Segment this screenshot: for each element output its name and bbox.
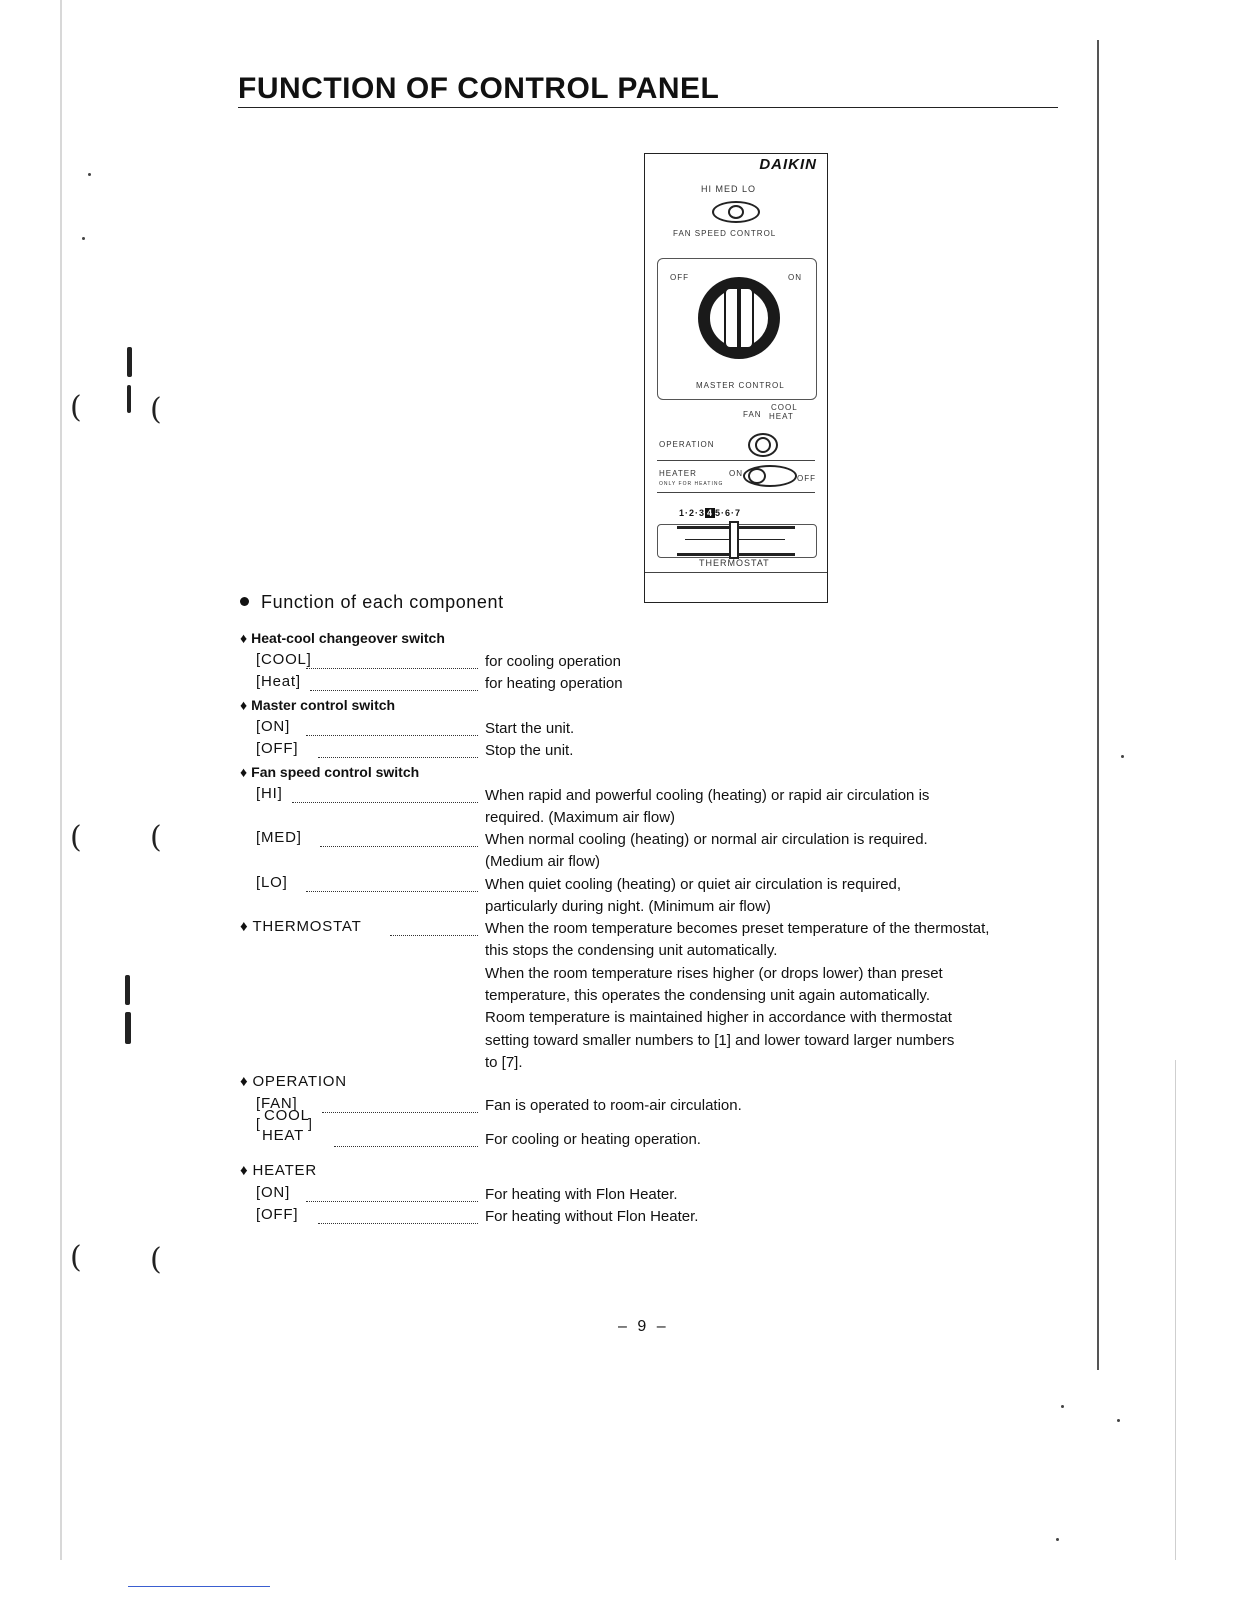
operation-label: OPERATION bbox=[659, 440, 715, 449]
leader-dots bbox=[320, 846, 478, 847]
fan-speed-knob bbox=[712, 201, 760, 223]
separator bbox=[657, 460, 815, 461]
master-control-area bbox=[657, 258, 817, 400]
term-hi: [HI] bbox=[256, 785, 283, 802]
desc-cool-heat: For cooling or heating operation. bbox=[485, 1131, 701, 1148]
term-lo: [LO] bbox=[256, 874, 288, 891]
desc-on: Start the unit. bbox=[485, 720, 575, 737]
scan-mark bbox=[127, 347, 132, 377]
separator bbox=[645, 572, 827, 573]
term-heat-stack: HEAT bbox=[262, 1127, 305, 1144]
control-panel-illustration bbox=[644, 153, 828, 603]
heater-sub-label: ONLY FOR HEATING bbox=[659, 481, 724, 487]
title-underline bbox=[238, 107, 1058, 108]
op-fan-label: FAN bbox=[743, 410, 762, 419]
master-control-label: MASTER CONTROL bbox=[696, 381, 785, 390]
diamond-icon: ♦ bbox=[240, 697, 248, 713]
binding-hole-mark: ( bbox=[150, 1242, 162, 1277]
diamond-icon: ♦ bbox=[240, 918, 249, 935]
desc-lo-1: When quiet cooling (heating) or quiet air circulation is required, bbox=[485, 876, 902, 893]
diamond-icon: ♦ bbox=[240, 1162, 249, 1179]
thermostat-label: THERMOSTAT bbox=[699, 558, 770, 568]
group-fan-speed: ♦ Fan speed control switch bbox=[240, 764, 420, 780]
desc-heater-off: For heating without Flon Heater. bbox=[485, 1208, 699, 1225]
desc-hi-1: When rapid and powerful cooling (heating) or rapid air circulation is bbox=[485, 787, 930, 804]
scan-edge-right bbox=[1097, 40, 1099, 1370]
binding-hole-mark: ( bbox=[150, 820, 162, 855]
thermo-scale-selected: 4 bbox=[707, 508, 714, 518]
leader-dots bbox=[292, 802, 478, 803]
desc-med-1: When normal cooling (heating) or normal air circulation is required. bbox=[485, 831, 928, 848]
desc-off: Stop the unit. bbox=[485, 742, 574, 759]
term-heat: [Heat] bbox=[256, 673, 301, 690]
scan-edge-bottom bbox=[128, 1586, 270, 1587]
page-title: FUNCTION OF CONTROL PANEL bbox=[238, 72, 720, 105]
binding-hole-mark: ( bbox=[70, 1240, 82, 1275]
section-heading: Function of each component bbox=[240, 592, 504, 613]
leader-dots bbox=[390, 935, 478, 936]
leader-dots bbox=[310, 690, 478, 691]
diamond-icon: ♦ bbox=[240, 1073, 249, 1090]
page-number: – 9 – bbox=[618, 1318, 669, 1335]
separator bbox=[657, 492, 815, 493]
desc-thermo-1: When the room temperature becomes preset temperature of the thermostat, bbox=[485, 920, 990, 937]
brand-logo: DAIKIN bbox=[759, 156, 817, 173]
diamond-icon: ♦ bbox=[240, 630, 248, 646]
speck bbox=[82, 237, 85, 240]
leader-dots bbox=[318, 1223, 478, 1224]
term-cool-stack: COOL bbox=[264, 1107, 310, 1124]
desc-heat: for heating operation bbox=[485, 675, 623, 692]
term-heater-on: [ON] bbox=[256, 1184, 291, 1201]
thermo-scale-right: 5·6·7 bbox=[715, 508, 742, 518]
leader-dots bbox=[318, 757, 478, 758]
group-heat-cool: ♦ Heat-cool changeover switch bbox=[240, 630, 445, 646]
scan-mark bbox=[125, 975, 130, 1005]
desc-med-2: (Medium air flow) bbox=[485, 853, 601, 870]
desc-thermo-6: setting toward smaller numbers to [1] and lower toward larger numbers bbox=[485, 1032, 955, 1049]
leader-dots bbox=[334, 1146, 478, 1147]
heater-switch bbox=[743, 465, 797, 487]
term-on: [ON] bbox=[256, 718, 291, 735]
master-off-label: OFF bbox=[670, 273, 689, 282]
leader-dots bbox=[322, 1112, 478, 1113]
binding-hole-mark: ( bbox=[150, 392, 162, 427]
operation-knob bbox=[748, 433, 778, 457]
speck bbox=[1117, 1419, 1120, 1422]
group-master: ♦ Master control switch bbox=[240, 697, 396, 713]
fan-speed-options: HI MED LO bbox=[701, 184, 757, 194]
scan-edge-right-faint bbox=[1175, 1060, 1176, 1560]
scan-mark bbox=[125, 1012, 131, 1044]
thermostat-slider-knob bbox=[729, 521, 739, 559]
diamond-icon: ♦ bbox=[240, 764, 248, 780]
speck bbox=[1121, 755, 1124, 758]
desc-thermo-3: When the room temperature rises higher (or drops lower) than preset bbox=[485, 965, 943, 982]
op-heat-label: HEAT bbox=[769, 412, 794, 421]
term-off: [OFF] bbox=[256, 740, 299, 757]
thermo-scale-left: 1·2·3 bbox=[679, 508, 706, 518]
desc-thermo-7: to [7]. bbox=[485, 1054, 523, 1071]
desc-hi-2: required. (Maximum air flow) bbox=[485, 809, 676, 826]
heater-on-label: ON bbox=[729, 469, 743, 478]
term-fan: [FAN] bbox=[256, 1095, 298, 1112]
desc-thermo-5: Room temperature is maintained higher in accordance with thermostat bbox=[485, 1009, 952, 1026]
desc-cool: for cooling operation bbox=[485, 653, 621, 670]
master-on-label: ON bbox=[788, 273, 802, 282]
term-med: [MED] bbox=[256, 829, 302, 846]
speck bbox=[88, 173, 91, 176]
leader-dots bbox=[306, 668, 478, 669]
desc-lo-2: particularly during night. (Minimum air flow) bbox=[485, 898, 771, 915]
leader-dots bbox=[306, 735, 478, 736]
leader-dots bbox=[306, 891, 478, 892]
bracket-left: [ bbox=[256, 1115, 261, 1131]
bracket-right: ] bbox=[308, 1115, 313, 1131]
desc-fan: Fan is operated to room-air circulation. bbox=[485, 1097, 742, 1114]
scan-edge-left bbox=[60, 0, 62, 1560]
binding-hole-mark: ( bbox=[70, 820, 82, 855]
group-operation: ♦ OPERATION bbox=[240, 1073, 347, 1090]
thermostat-scale bbox=[679, 508, 741, 518]
speck bbox=[1061, 1405, 1064, 1408]
binding-hole-mark: ( bbox=[70, 390, 82, 425]
desc-thermo-2: this stops the condensing unit automatically. bbox=[485, 942, 778, 959]
bullet-icon bbox=[240, 597, 249, 606]
heater-label: HEATER bbox=[659, 469, 697, 478]
desc-heater-on: For heating with Flon Heater. bbox=[485, 1186, 678, 1203]
op-cool-label: COOL bbox=[771, 403, 798, 412]
term-cool: [COOL] bbox=[256, 651, 312, 668]
master-dial-pointer bbox=[737, 289, 741, 347]
group-heater: ♦ HEATER bbox=[240, 1162, 317, 1179]
group-thermostat: ♦ THERMOSTAT bbox=[240, 918, 362, 935]
term-heater-off: [OFF] bbox=[256, 1206, 299, 1223]
leader-dots bbox=[306, 1201, 478, 1202]
desc-thermo-4: temperature, this operates the condensing unit again automatically. bbox=[485, 987, 930, 1004]
scan-mark bbox=[127, 385, 131, 413]
heater-off-label: OFF bbox=[797, 474, 816, 483]
fan-speed-label: FAN SPEED CONTROL bbox=[673, 229, 777, 238]
speck bbox=[1056, 1538, 1059, 1541]
